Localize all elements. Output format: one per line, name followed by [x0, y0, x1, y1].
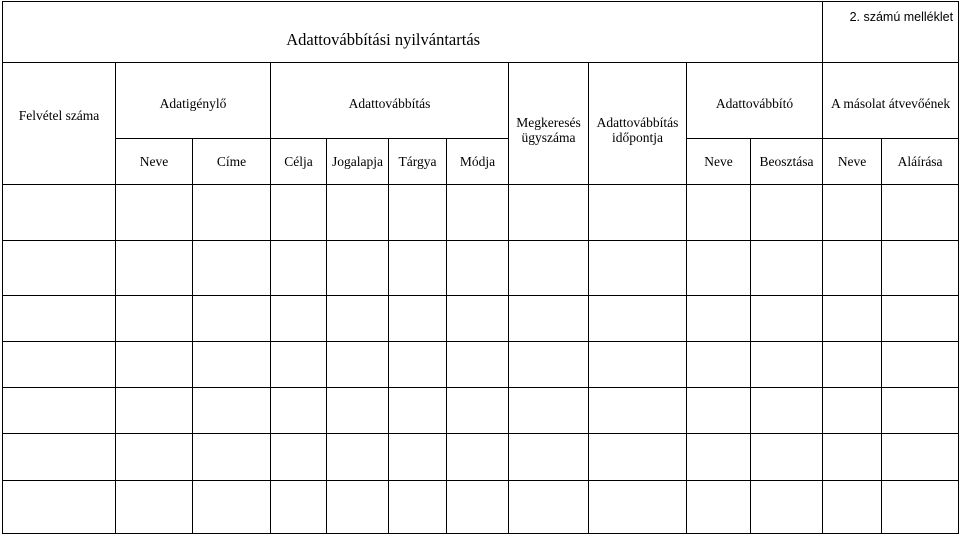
register-entry-cell: [327, 296, 389, 342]
header-request-case-number: Megkeresés ügyszáma: [509, 63, 589, 185]
register-entry-cell: [589, 185, 687, 241]
register-entry-cell: [116, 388, 193, 434]
register-entry-cell: [193, 296, 271, 342]
register-entry-cell: [823, 185, 882, 241]
register-entry-cell: [823, 388, 882, 434]
register-entry-cell: [193, 481, 271, 534]
subheader-requester-name: Neve: [116, 139, 193, 185]
register-entry-cell: [687, 185, 751, 241]
register-entry-cell: [389, 185, 447, 241]
register-entry-cell: [751, 388, 823, 434]
register-entry-cell: [193, 342, 271, 388]
register-entry-cell: [589, 481, 687, 534]
register-entry-cell: [882, 434, 959, 481]
register-entry-cell: [3, 296, 116, 342]
register-entry-cell: [389, 342, 447, 388]
subheader-transfer-legal-basis: Jogalapja: [327, 139, 389, 185]
register-entry-cell: [389, 241, 447, 296]
register-entry-cell: [509, 481, 589, 534]
subheader-transferrer-position: Beosztása: [751, 139, 823, 185]
register-entry-cell: [116, 434, 193, 481]
register-entry-cell: [271, 241, 327, 296]
document-title: Adattovábbítási nyilvántartás: [3, 2, 823, 63]
register-entry-cell: [193, 388, 271, 434]
register-entry-cell: [327, 342, 389, 388]
register-entry-cell: [823, 342, 882, 388]
register-entry-cell: [882, 241, 959, 296]
register-entry-cell: [447, 342, 509, 388]
register-entry-cell: [882, 342, 959, 388]
register-entry-cell: [389, 296, 447, 342]
register-entry-cell: [509, 434, 589, 481]
register-entry-cell: [116, 342, 193, 388]
register-entry-row: [3, 388, 959, 434]
register-table: [2, 1, 959, 534]
register-entry-row: [3, 296, 959, 342]
header-row: [3, 63, 959, 139]
register-entry-cell: [389, 481, 447, 534]
register-entry-cell: [271, 481, 327, 534]
subheader-row: [3, 139, 959, 185]
register-entry-cell: [193, 185, 271, 241]
register-entry-cell: [3, 434, 116, 481]
subheader-recipient-name: Neve: [823, 139, 882, 185]
register-entry-cell: [116, 481, 193, 534]
register-entry-cell: [447, 296, 509, 342]
register-entry-cell: [882, 296, 959, 342]
register-entry-cell: [271, 296, 327, 342]
register-entry-cell: [116, 296, 193, 342]
register-entry-cell: [271, 185, 327, 241]
register-entry-cell: [687, 388, 751, 434]
register-entry-cell: [882, 388, 959, 434]
subheader-transfer-subject: Tárgya: [389, 139, 447, 185]
register-entry-cell: [447, 481, 509, 534]
register-entry-cell: [327, 241, 389, 296]
annex-label: 2. számú melléklet: [823, 2, 959, 63]
register-entry-row: [3, 185, 959, 241]
register-entry-cell: [193, 434, 271, 481]
register-entry-cell: [3, 342, 116, 388]
register-entry-cell: [751, 185, 823, 241]
register-entry-cell: [447, 185, 509, 241]
register-entry-cell: [589, 241, 687, 296]
register-entry-cell: [3, 241, 116, 296]
register-entry-row: [3, 241, 959, 296]
register-entry-cell: [327, 434, 389, 481]
register-entry-cell: [687, 296, 751, 342]
register-entry-cell: [3, 481, 116, 534]
register-entry-cell: [751, 241, 823, 296]
register-entry-cell: [509, 185, 589, 241]
register-entry-row: [3, 342, 959, 388]
register-entry-cell: [327, 388, 389, 434]
register-entry-cell: [509, 388, 589, 434]
register-entry-cell: [3, 388, 116, 434]
register-entry-cell: [882, 185, 959, 241]
register-entry-cell: [823, 434, 882, 481]
register-entry-cell: [509, 241, 589, 296]
register-entry-cell: [687, 481, 751, 534]
register-entry-cell: [751, 481, 823, 534]
register-entry-cell: [589, 342, 687, 388]
register-entry-cell: [589, 388, 687, 434]
register-entry-cell: [116, 241, 193, 296]
subheader-recipient-signature: Aláírása: [882, 139, 959, 185]
register-entry-cell: [751, 434, 823, 481]
register-entry-cell: [687, 434, 751, 481]
register-entry-row: [3, 481, 959, 534]
subheader-requester-address: Címe: [193, 139, 271, 185]
register-entry-cell: [271, 434, 327, 481]
header-record-number: Felvétel száma: [3, 63, 116, 185]
register-entry-cell: [447, 388, 509, 434]
register-entry-cell: [389, 434, 447, 481]
register-entry-cell: [116, 185, 193, 241]
register-entry-cell: [271, 388, 327, 434]
register-entry-cell: [447, 434, 509, 481]
register-entry-cell: [751, 296, 823, 342]
header-transfer-time: Adattovábbítás időpontja: [589, 63, 687, 185]
register-entry-cell: [327, 185, 389, 241]
register-entry-cell: [509, 296, 589, 342]
entry-rows: [3, 185, 959, 534]
register-entry-cell: [509, 342, 589, 388]
register-entry-cell: [447, 241, 509, 296]
register-entry-cell: [589, 296, 687, 342]
register-entry-cell: [823, 481, 882, 534]
subheader-transfer-purpose: Célja: [271, 139, 327, 185]
title-row: [3, 2, 959, 63]
register-entry-cell: [687, 241, 751, 296]
register-entry-cell: [3, 185, 116, 241]
subheader-transferrer-name: Neve: [687, 139, 751, 185]
header-transfer: Adattovábbítás: [271, 63, 509, 139]
register-entry-cell: [271, 342, 327, 388]
register-entry-cell: [751, 342, 823, 388]
subheader-transfer-method: Módja: [447, 139, 509, 185]
header-transferrer: Adattovábbító: [687, 63, 823, 139]
register-entry-cell: [687, 342, 751, 388]
register-entry-cell: [823, 241, 882, 296]
register-entry-cell: [589, 434, 687, 481]
register-entry-cell: [327, 481, 389, 534]
header-copy-recipient: A másolat átvevőének: [823, 63, 959, 139]
register-entry-cell: [882, 481, 959, 534]
register-entry-cell: [389, 388, 447, 434]
register-entry-row: [3, 434, 959, 481]
register-entry-cell: [823, 296, 882, 342]
register-entry-cell: [193, 241, 271, 296]
header-requester: Adatigénylő: [116, 63, 271, 139]
